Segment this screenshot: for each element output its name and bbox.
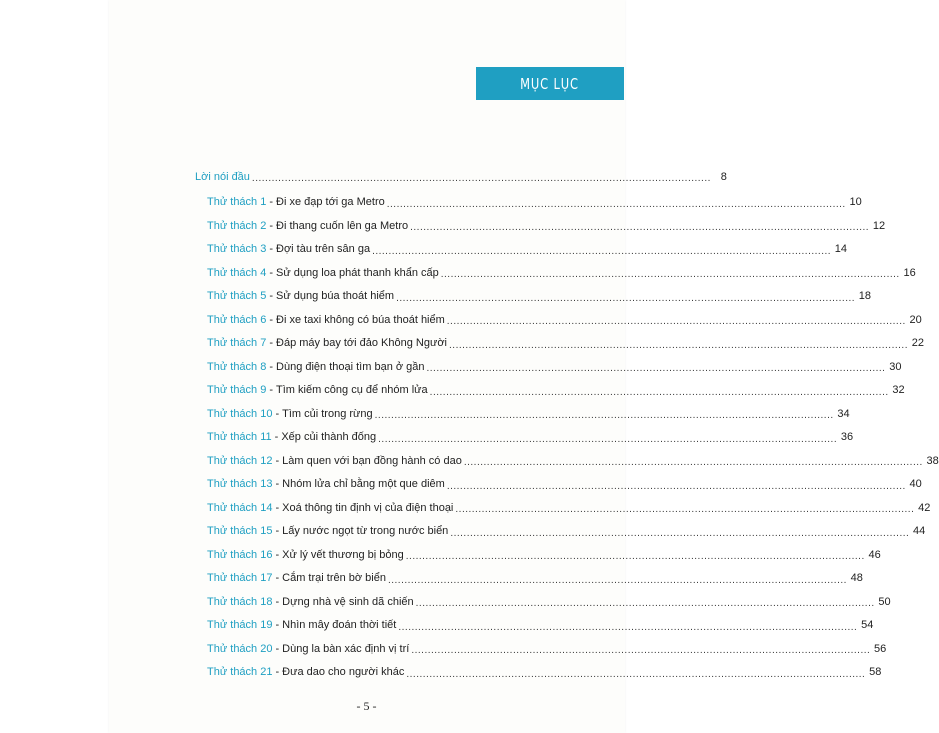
toc-entry-label: Thử thách 5	[207, 290, 267, 303]
toc-entry-separator: -	[269, 243, 274, 256]
toc-entry-title: Đi xe taxi không có búa thoát hiểm	[276, 313, 445, 326]
toc-entry-label: Thử thách 4	[207, 266, 267, 279]
toc-entry[interactable]	[207, 543, 881, 567]
toc-entry-page: 46	[868, 548, 881, 561]
toc-entry-page: 40	[909, 478, 922, 491]
toc-entry-page: 20	[909, 313, 922, 326]
toc-entry[interactable]	[207, 637, 887, 661]
page-number: - 5 -	[356, 699, 377, 713]
toc-entry-title: Đáp máy bay tới đảo Không Người	[276, 337, 448, 350]
toc-entry-label: Thử thách 9	[207, 384, 267, 397]
toc-entry-page: 16	[903, 266, 916, 279]
toc-leader-dots: ............................................................................................................................................	[406, 668, 866, 680]
toc-entry-separator: -	[269, 290, 274, 303]
toc-entry-page: 36	[840, 431, 854, 444]
toc-leader-dots: ............................................................................................................................................	[378, 433, 838, 445]
toc-entry-label: Thử thách 19	[207, 619, 273, 632]
toc-leader-dots: ............................................................................................................................................	[411, 645, 871, 657]
toc-entry-label: Thử thách 12	[207, 454, 273, 467]
toc-leader-dots: ............................................................................................................................................	[415, 598, 875, 610]
toc-entry-title: Tìm củi trong rừng	[282, 407, 373, 420]
toc-entry-separator: -	[274, 431, 279, 444]
toc-entry[interactable]	[207, 590, 891, 614]
toc-entries	[207, 191, 939, 685]
toc-entry-title: Tìm kiếm công cụ để nhóm lửa	[276, 384, 428, 397]
toc-entry-page: 42	[918, 501, 931, 514]
toc-entry-separator: -	[269, 360, 274, 373]
toc-entry-separator: -	[275, 642, 280, 655]
toc-entry[interactable]	[207, 285, 872, 309]
toc-entry[interactable]	[207, 567, 863, 591]
toc-entry[interactable]	[207, 261, 916, 285]
toc-entry-page: 30	[889, 360, 902, 373]
toc-entry-page: 38	[926, 454, 939, 467]
toc-entry-title: Làm quen với bạn đồng hành có dao	[282, 454, 462, 467]
toc-entry-title: Xếp củi thành đống	[281, 431, 377, 444]
toc-leader-dots: ............................................................................................................................................	[429, 386, 889, 398]
toc-entry[interactable]	[207, 355, 902, 379]
toc-entry-label: Thử thách 6	[207, 313, 267, 326]
toc-entry-separator: -	[275, 572, 280, 585]
toc-heading: MỤC LỤC	[520, 74, 580, 93]
toc-leader-dots: ............................................................................................................................................	[372, 245, 832, 257]
toc-entry-separator: -	[275, 525, 280, 538]
toc-entry-title: Dùng điện thoại tìm bạn ở gần	[276, 360, 425, 373]
toc-entry[interactable]	[207, 402, 850, 426]
toc-entry-title: Sử dụng loa phát thanh khẩn cấp	[276, 266, 439, 279]
toc-entry-title: Đi xe đạp tới ga Metro	[276, 196, 385, 209]
toc-entry-title: Đi thang cuốn lên ga Metro	[276, 219, 409, 232]
toc-entry-title: Đợi tàu trên sân ga	[276, 243, 371, 256]
toc-entry-label: Thử thách 8	[207, 360, 267, 373]
toc-entry-page: 18	[858, 290, 872, 303]
toc-entry-label: Thử thách 18	[207, 595, 273, 608]
toc-entry-label: Thử thách 14	[207, 501, 273, 514]
toc-entry-title: Xoá thông tin định vị của điện thoại	[282, 501, 454, 514]
toc-entry[interactable]	[207, 308, 922, 332]
toc-entry-page: 48	[850, 572, 863, 585]
toc-entry-separator: -	[275, 619, 280, 632]
toc-entry-title: Đưa dao cho người khác	[282, 666, 405, 679]
toc-leader-dots: ............................................................................................................................................	[449, 339, 908, 351]
toc-leader-dots: ............................................................................................................................................	[446, 316, 906, 328]
toc-entry-page: 22	[911, 337, 924, 350]
toc-entry-page: 58	[869, 666, 882, 679]
toc-entry-label: Thử thách 3	[207, 243, 267, 256]
toc-leader-dots: ............................................................................................................................................	[446, 480, 906, 492]
toc-leader-dots: ............................................................................................................................................	[426, 363, 886, 375]
toc-entry-label: Thử thách 16	[207, 548, 273, 561]
table-of-contents	[195, 165, 939, 684]
toc-entry-label: Thử thách 10	[207, 407, 273, 420]
toc-entry[interactable]	[207, 379, 905, 403]
toc-entry-label: Thử thách 2	[207, 219, 267, 232]
toc-entry-label: Thử thách 1	[207, 196, 267, 209]
toc-leader-dots: ............................................................................................................................................	[251, 173, 711, 185]
toc-entry[interactable]	[207, 614, 874, 638]
toc-entry[interactable]	[207, 661, 882, 685]
toc-entry-separator: -	[275, 407, 280, 420]
toc-leader-dots: ............................................................................................................................................	[463, 457, 923, 469]
toc-leader-dots: ............................................................................................................................................	[410, 222, 870, 234]
toc-entry-title: Xử lý vết thương bị bỏng	[282, 548, 404, 561]
toc-entry-separator: -	[275, 501, 280, 514]
toc-entry-page: 14	[834, 243, 848, 256]
toc-entry-label: Lời nói đầu	[195, 170, 250, 183]
toc-entry[interactable]	[207, 214, 886, 238]
toc-entry-title: Dựng nhà vệ sinh dã chiến	[282, 595, 414, 608]
toc-leader-dots: ............................................................................................................................................	[450, 527, 910, 539]
toc-entry-separator: -	[275, 666, 280, 679]
toc-entry-page: 32	[892, 384, 905, 397]
toc-entry-label: Thử thách 20	[207, 642, 273, 655]
toc-entry-label: Thử thách 17	[207, 572, 273, 585]
toc-entry[interactable]	[207, 473, 922, 497]
toc-entry-page: 44	[913, 525, 926, 538]
toc-entry-separator: -	[275, 548, 280, 561]
toc-entry-label: Thử thách 7	[207, 337, 267, 350]
toc-heading-banner	[476, 67, 624, 100]
toc-entry-label: Thử thách 15	[207, 525, 273, 538]
toc-leader-dots: ............................................................................................................................................	[396, 292, 856, 304]
toc-entry[interactable]	[207, 332, 924, 356]
toc-entry-label: Thử thách 21	[207, 666, 273, 679]
toc-leader-dots: ............................................................................................................................................	[405, 551, 865, 563]
toc-leader-dots: ............................................................................................................................................	[374, 410, 834, 422]
toc-leader-dots: ............................................................................................................................................	[387, 574, 847, 586]
toc-entry-page: 12	[872, 219, 886, 232]
toc-entry-title: Nhóm lửa chỉ bằng một que diêm	[282, 478, 445, 491]
toc-entry-separator: -	[269, 196, 274, 209]
toc-entry-separator: -	[275, 595, 280, 608]
toc-entry-separator: -	[275, 478, 280, 491]
toc-entry-page: 54	[861, 619, 874, 632]
toc-entry-page: 10	[849, 196, 862, 209]
toc-entry-separator: -	[269, 384, 274, 397]
toc-leader-dots: ............................................................................................................................................	[398, 621, 858, 633]
toc-entry-page: 50	[878, 595, 891, 608]
toc-entry-label: Thử thách 11	[207, 431, 272, 444]
toc-entry-intro[interactable]	[195, 165, 727, 189]
toc-entry-title: Nhìn mây đoán thời tiết	[282, 619, 397, 632]
toc-entry[interactable]	[207, 520, 926, 544]
toc-entry-title: Cắm trại trên bờ biển	[282, 572, 386, 585]
toc-entry-separator: -	[275, 454, 280, 467]
toc-entry-separator: -	[269, 219, 274, 232]
toc-entry-label: Thử thách 13	[207, 478, 273, 491]
toc-entry-separator: -	[269, 266, 274, 279]
toc-entry[interactable]	[207, 426, 854, 450]
toc-leader-dots: ............................................................................................................................................	[440, 269, 900, 281]
toc-leader-dots: ............................................................................................................................................	[455, 504, 915, 516]
toc-entry[interactable]	[207, 496, 931, 520]
toc-entry-separator: -	[269, 337, 274, 350]
toc-entry-page: 8	[720, 170, 727, 183]
toc-entry-separator: -	[269, 313, 274, 326]
toc-entry-title: Lấy nước ngọt từ trong nước biển	[282, 525, 449, 538]
toc-entry[interactable]	[207, 191, 862, 215]
toc-entry-title: Dùng la bàn xác định vị trí	[282, 642, 410, 655]
toc-leader-dots: ............................................................................................................................................	[386, 198, 846, 210]
toc-entry-title: Sử dụng búa thoát hiểm	[276, 290, 395, 303]
toc-entry[interactable]	[207, 238, 848, 262]
toc-entry-page: 34	[837, 407, 850, 420]
toc-entry-page: 56	[874, 642, 887, 655]
toc-entry[interactable]	[207, 449, 939, 473]
